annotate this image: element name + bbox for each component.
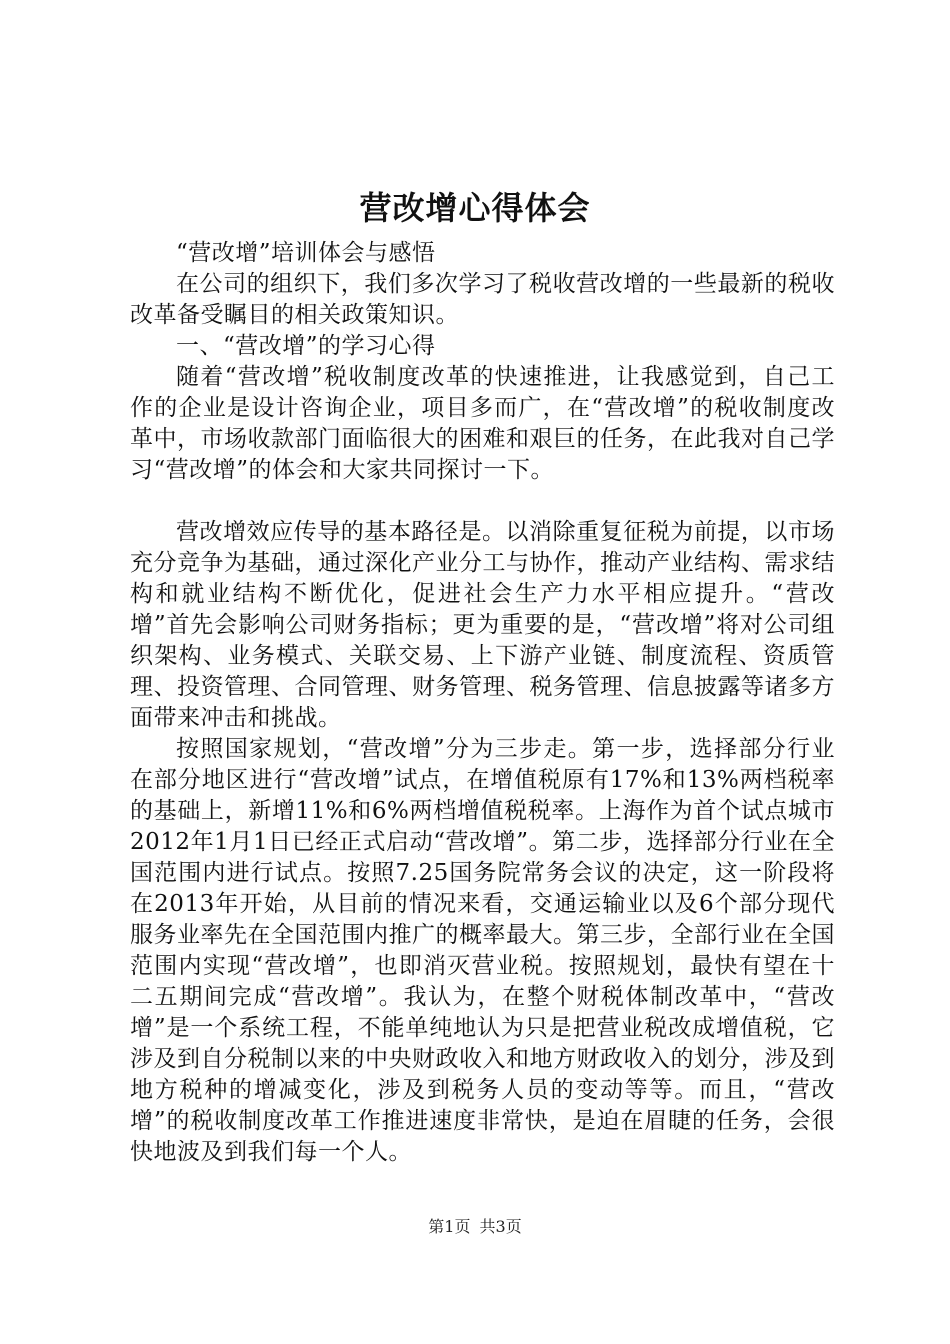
- document-title: 营改增心得体会: [359, 189, 591, 227]
- section-heading: 一、“营改增”的学习心得: [176, 333, 436, 359]
- document-body: [130, 238, 835, 1168]
- page-footer: [0, 1216, 950, 1238]
- subtitle-paragraph: “营改增”培训体会与感悟: [176, 240, 436, 266]
- body-paragraph: 随着“营改增”税收制度改革的快速推进，让我感觉到，自己工作的企业是设计咨询企业，项目多而广，在“营改增”的税收制度改革中，市场收款部门面临很大的困难和艰巨的任务，在此我对自己学习“营改增”的体会和大家共同探讨一下。: [130, 364, 835, 483]
- body-paragraph: 按照国家规划，“营改增”分为三步走。第一步，选择部分行业在部分地区进行“营改增”试点，在增值税原有17%和13%两档税率的基础上，新增11%和6%两档增值税税率。上海作为首个试点城市2012年1月1日已经正式启动“营改增”。第二步，选择部分行业在全国范围内进行试点。按照7.25国务院常务会议的决定，这一阶段将在2013年开始，从目前的情况来看，交通运输业以及6个部分现代服务业率先在全国范围内推广的概率最大。第三步，全部行业在全国范围内实现“营改增”，也即消灭营业税。按照规划，最快有望在十二五期间完成“营改增”。我认为，在整个财税体制改革中，“营改增”是一个系统工程，不能单纯地认为只是把营业税改成增值税，它涉及到自分税制以来的中央财政收入和地方财政收入的划分，涉及到地方税种的增减变化，涉及到税务人员的变动等等。而且，“营改增”的税收制度改革工作推进速度非常快，是迫在眉睫的任务，会很快地波及到我们每一个人。: [130, 736, 835, 1165]
- intro-paragraph: 在公司的组织下，我们多次学习了税收营改增的一些最新的税收改革备受瞩目的相关政策知识。: [130, 271, 835, 328]
- page-number: 第1页: [428, 1217, 471, 1236]
- page-total: 共3页: [479, 1217, 522, 1236]
- body-paragraph: 营改增效应传导的基本路径是。以消除重复征税为前提，以市场充分竞争为基础，通过深化产业分工与协作，推动产业结构、需求结构和就业结构不断优化，促进社会生产力水平相应提升。“营改增”首先会影响公司财务指标；更为重要的是，“营改增”将对公司组织架构、业务模式、关联交易、上下游产业链、制度流程、资质管理、投资管理、合同管理、财务管理、税务管理、信息披露等诸多方面带来冲击和挑战。: [130, 519, 835, 731]
